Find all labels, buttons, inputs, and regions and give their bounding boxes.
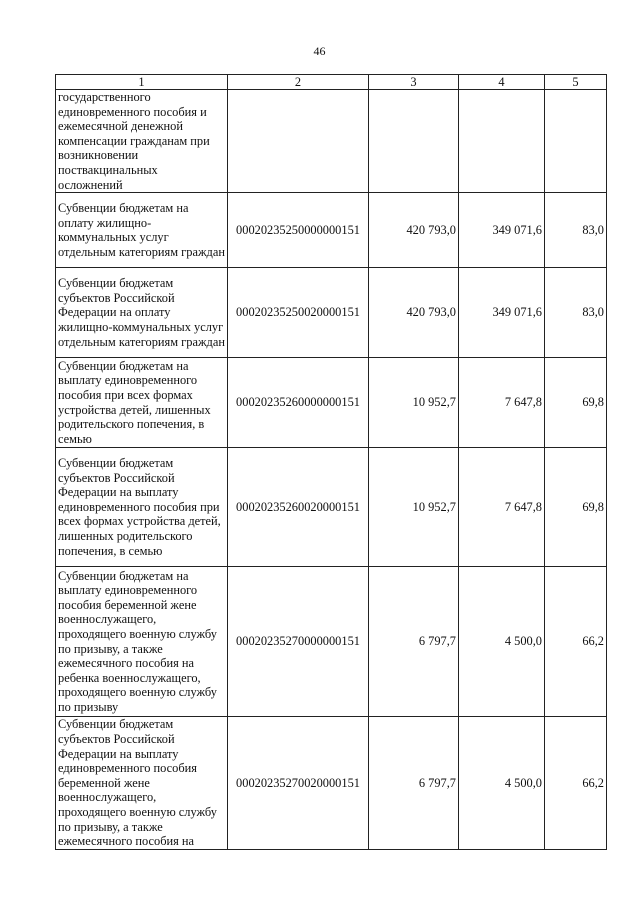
row-value-col3: 10 952,7 (369, 358, 459, 448)
budget-table (55, 74, 607, 850)
row-name: Субвенции бюджетам на выплату единовременного пособия при всех формах устройства детей, лишенных родительского попечения, в семью (56, 358, 228, 448)
row-value-col3: 420 793,0 (369, 268, 459, 358)
column-header-3: 3 (369, 75, 459, 90)
table-row (56, 448, 607, 567)
row-value-col3: 10 952,7 (369, 448, 459, 567)
page-number: 46 (313, 44, 326, 58)
row-code (228, 90, 369, 193)
row-value-col3: 6 797,7 (369, 567, 459, 717)
row-name: Субвенции бюджетам субъектов Российской Федерации на выплату единовременного пособия при всех формах устройства детей, лишенных родительского попечения, в семью (56, 448, 228, 567)
table-row (56, 567, 607, 717)
row-name: Субвенции бюджетам на выплату единовременного пособия беременной жене военнослужащего, проходящего военную службу по призыву, а также ежемесячного пособия на ребенка военнослужащего, проходящего военную службу по призыву (56, 567, 228, 717)
row-value-col4: 4 500,0 (459, 567, 545, 717)
table-row (56, 90, 607, 193)
row-code: 00020235250000000151 (228, 193, 369, 268)
column-header-2: 2 (228, 75, 369, 90)
row-value-col5: 66,2 (545, 717, 607, 850)
row-code: 00020235250020000151 (228, 268, 369, 358)
table-header-row (56, 75, 607, 90)
row-value-col5: 69,8 (545, 358, 607, 448)
row-value-col4: 4 500,0 (459, 717, 545, 850)
table-row (56, 358, 607, 448)
row-value-col5: 83,0 (545, 268, 607, 358)
row-name: Субвенции бюджетам субъектов Российской Федерации на выплату единовременного пособия беременной жене военнослужащего, проходящего военную службу по призыву, а также ежемесячного пособия на (56, 717, 228, 850)
row-value-col5: 83,0 (545, 193, 607, 268)
row-name: Субвенции бюджетам субъектов Российской Федерации на оплату жилищно-коммунальных услуг отдельным категориям граждан (56, 268, 228, 358)
row-value-col4 (459, 90, 545, 193)
row-value-col4: 7 647,8 (459, 448, 545, 567)
table-row (56, 717, 607, 850)
row-value-col4: 349 071,6 (459, 193, 545, 268)
table-row (56, 193, 607, 268)
row-code: 00020235260000000151 (228, 358, 369, 448)
row-code: 00020235260020000151 (228, 448, 369, 567)
row-name: Субвенции бюджетам на оплату жилищно-коммунальных услуг отдельным категориям граждан (56, 193, 228, 268)
row-name: государственного единовременного пособия и ежемесячной денежной компенсации гражданам при возникновении поствакцинальных осложнений (56, 90, 228, 193)
row-value-col4: 7 647,8 (459, 358, 545, 448)
row-value-col3: 6 797,7 (369, 717, 459, 850)
row-value-col3: 420 793,0 (369, 193, 459, 268)
column-header-1: 1 (56, 75, 228, 90)
row-value-col5 (545, 90, 607, 193)
row-value-col3 (369, 90, 459, 193)
row-value-col5: 69,8 (545, 448, 607, 567)
row-value-col5: 66,2 (545, 567, 607, 717)
table-row (56, 268, 607, 358)
row-value-col4: 349 071,6 (459, 268, 545, 358)
column-header-4: 4 (459, 75, 545, 90)
row-code: 00020235270000000151 (228, 567, 369, 717)
row-code: 00020235270020000151 (228, 717, 369, 850)
column-header-5: 5 (545, 75, 607, 90)
